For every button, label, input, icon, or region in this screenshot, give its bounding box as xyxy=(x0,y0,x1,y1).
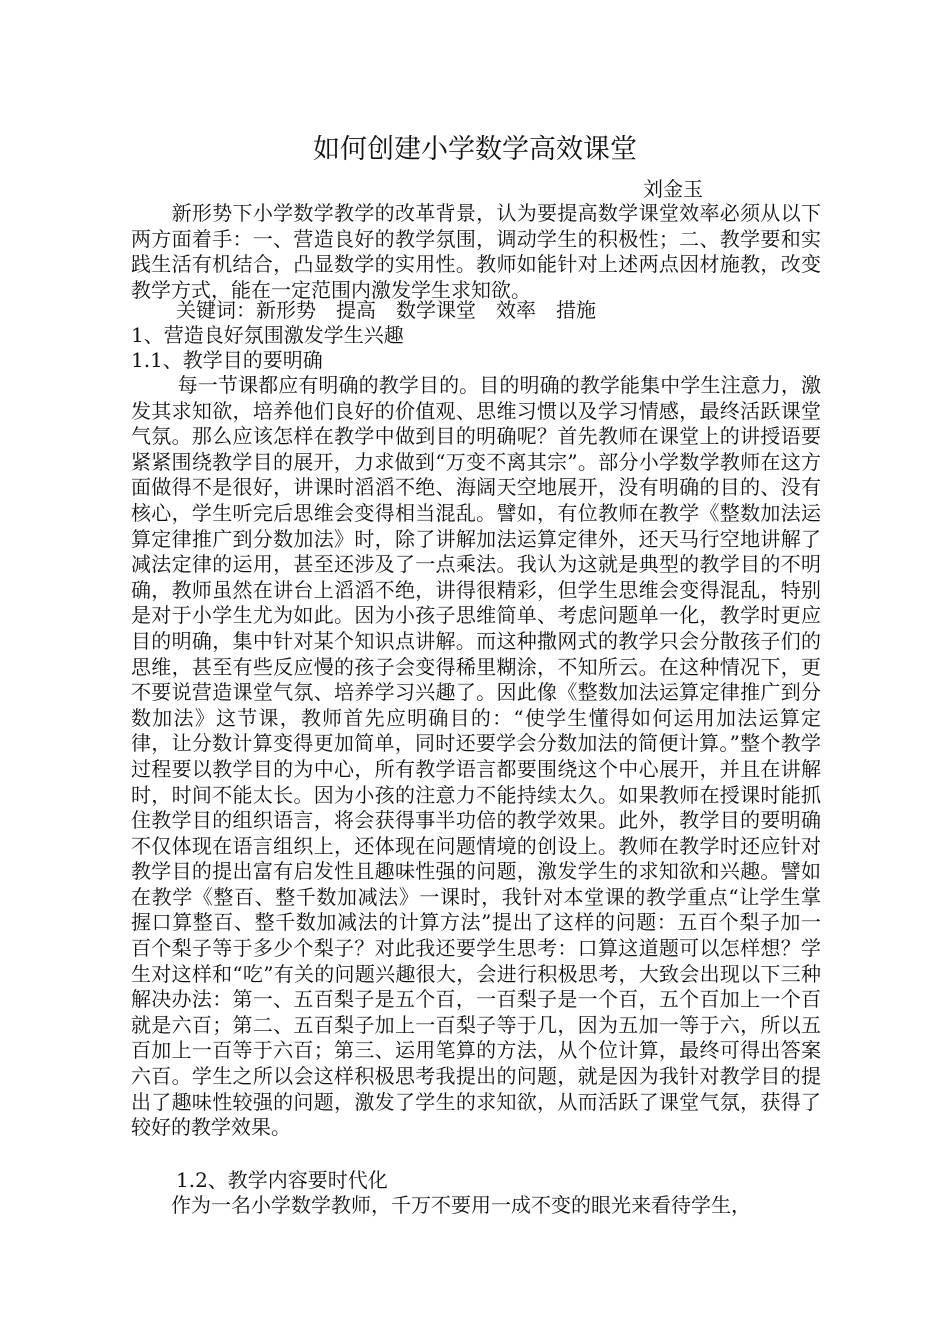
document-author: 刘金玉 xyxy=(643,177,703,201)
section-1-2-body: 作为一名小学数学教师，千万不要用一成不变的眼光来看待学生， xyxy=(131,1193,751,1217)
keywords-line: 关键词：新形势 提高 数学课堂 效率 措施 xyxy=(176,298,596,322)
abstract-paragraph: 新形势下小学数学教学的改革背景，认为要提高数学课堂效率必须从以下两方面着手：一、营造良好的教学氛围，调动学生的积极性；二、教学要和实践生活有机结合，凸显数学的实用性。教师如能针对上述两点因材施教，改变教学方式，能在一定范围内激发学生求知欲。 xyxy=(131,201,821,302)
section-1-1-body: 每一节课都应有明确的教学目的。目的明确的教学能集中学生注意力，激发其求知欲，培养他们良好的价值观、思维习惯以及学习情感，最终活跃课堂气氛。那么应该怎样在教学中做到目的明确呢？首先教师在课堂上的讲授语要紧紧围绕教学目的展开，力求做到“万变不离其宗”。部分小学数学教师在这方面做得不是很好，讲课时滔滔不绝、海阔天空地展开，没有明确的目的、没有核心，学生听完后思维会变得相当混乱。譬如，有位教师在教学《整数加法运算定律推广到分数加法》时，除了讲解加法运算定律外，还天马行空地讲解了减法定律的运用，甚至还涉及了一点乘法。我认为这就是典型的教学目的不明确，教师虽然在讲台上滔滔不绝，讲得很精彩，但学生思维会变得混乱，特别是对于小学生尤为如此。因为小孩子思维简单、考虑问题单一化，教学时更应目的明确，集中针对某个知识点讲解。而这种撒网式的教学只会分散孩子们的思维，甚至有些反应慢的孩子会变得稀里糊涂，不知所云。在这种情况下，更不要说营造课堂气氛、培养学习兴趣了。因此像《整数加法运算定律推广到分数加法》这节课，教师首先应明确目的：“使学生懂得如何运用加法运算定律，让分数计算变得更加简单，同时还要学会分数加法的简便计算。”整个教学过程要以教学目的为中心，所有教学语言都要围绕这个中心展开，并且在讲解时，时间不能太长。因为小孩的注意力不能持续太久。如果教师在授课时能抓住教学目的组织语言，将会获得事半功倍的教学效果。此外，教学目的要明确不仅体现在语言组织上，还体现在问题情境的创设上。教师在教学时还应针对教学目的提出富有启发性且趣味性强的问题，激发学生的求知欲和兴趣。譬如在教学《整百、整千数加减法》一课时，我针对本堂课的教学重点“让学生掌握口算整百、整千数加减法的计算方法”提出了这样的问题：五百个梨子加一百个梨子等于多少个梨子？对此我还要学生思考：口算这道题可以怎样想？学生对这样和“吃”有关的问题兴趣很大，会进行积极思考，大致会出现以下三种解决办法：第一、五百梨子是五个百，一百梨子是一个百，五个百加上一个百就是六百；第二、五百梨子加上一百梨子等于几，因为五加一等于六，所以五百加上一百等于六百；第三、运用笔算的方法，从个位计算，最终可得出答案六百。学生之所以会这样积极思考我提出的问题，就是因为我针对教学目的提出了趣味性较强的问题，激发了学生的求知欲，从而活跃了课堂气氛，获得了较好的教学效果。 xyxy=(131,373,821,1140)
document-title: 如何创建小学数学高效课堂 xyxy=(313,134,637,165)
section-1-heading: 1、营造良好氛围激发学生兴趣 xyxy=(131,323,404,347)
section-1-2-heading: 1.2、教学内容要时代化 xyxy=(176,1168,388,1192)
section-1-1-heading: 1.1、教学目的要明确 xyxy=(131,348,323,372)
